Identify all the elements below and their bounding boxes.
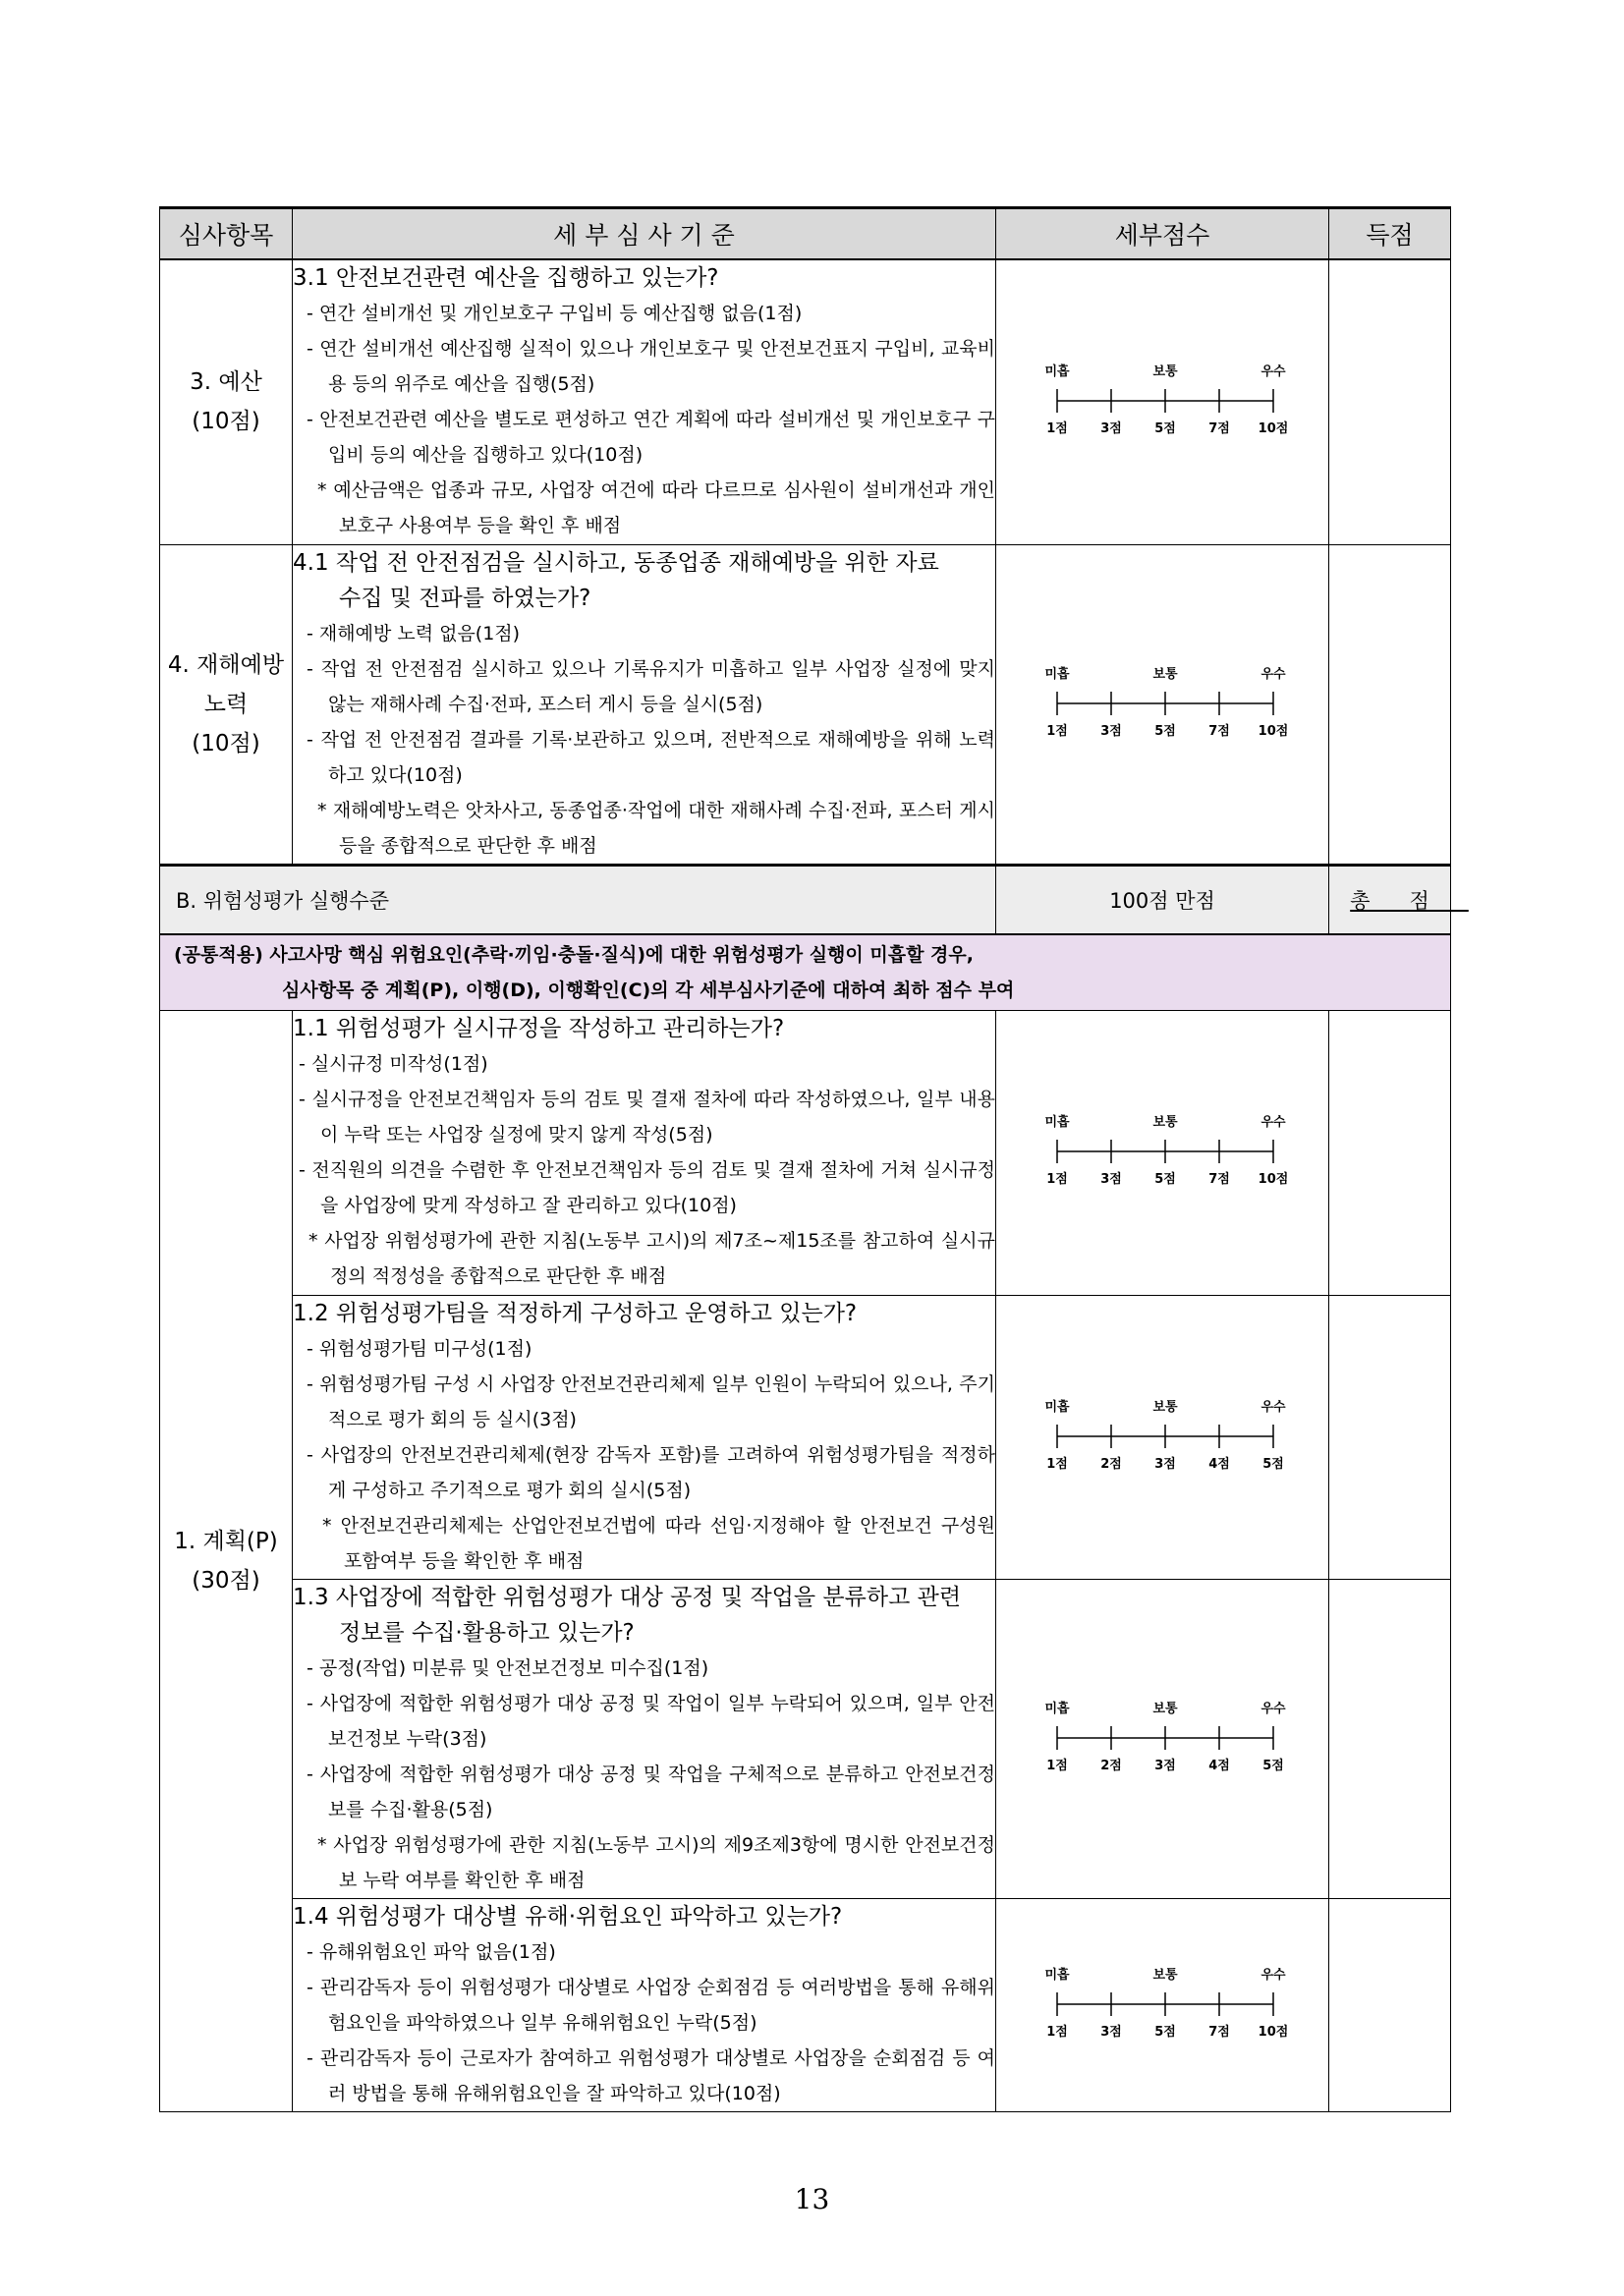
score-scale [1039, 362, 1289, 442]
criteria-item: - 위험성평가팀 미구성(1점) [307, 1337, 532, 1360]
criteria-cell [293, 1295, 996, 1579]
scale-label-mid: 보통 [1152, 364, 1178, 380]
total-label: 총점 [1350, 888, 1469, 913]
scale-score-label: 7점 [1208, 421, 1230, 437]
scale-label-mid: 보통 [1152, 1399, 1178, 1415]
criteria-item: - 작업 전 안전점검 결과를 기록·보관하고 있으며, 전반적으로 재해예방을 위해 노력하고 있다(10점) [307, 728, 995, 786]
scale-label-low: 미흡 [1044, 1701, 1070, 1716]
scale-label-low: 미흡 [1044, 1967, 1070, 1983]
criteria-item: - 관리감독자 등이 위험성평가 대상별로 사업장 순회점검 등 여러방법을 통해 유해위험요인을 파악하였으나 일부 유해위험요인 누락(5점) [307, 1976, 995, 2034]
criteria-note: * 예산금액은 업종과 규모, 사업장 여건에 따라 다르므로 심사원이 설비개선과 개인보호구 사용여부 등을 확인 후 배점 [317, 479, 995, 537]
criteria-note: * 재해예방노력은 앗차사고, 동종업종·작업에 대한 재해사례 수집·전파, 포스터 게시 등을 종합적으로 판단한 후 배점 [317, 799, 995, 857]
scale-score-label: 1점 [1046, 1456, 1068, 1472]
scale-score-label: 3점 [1154, 1456, 1176, 1472]
score-scale-cell [996, 1295, 1329, 1579]
criteria-note: * 안전보건관리체제는 산업안전보건법에 따라 선임·지정해야 할 안전보건 구성원 포함여부 등을 확인한 후 배점 [322, 1514, 995, 1572]
criteria-question: 4.1 작업 전 안전점검을 실시하고, 동종업종 재해예방을 위한 자료 [293, 549, 939, 576]
scale-score-label: 10점 [1258, 1172, 1289, 1187]
criteria-item: - 연간 설비개선 및 개인보호구 구입비 등 예산집행 없음(1점) [307, 303, 803, 325]
scale-score-label: 10점 [1258, 723, 1289, 739]
evaluation-table [159, 206, 1469, 2112]
scale-label-low: 미흡 [1044, 666, 1070, 682]
header-row [160, 208, 1451, 260]
category-points: (30점) [192, 1567, 260, 1594]
score-scale-cell [996, 1010, 1329, 1295]
scale-label-high: 우수 [1260, 364, 1286, 380]
scale-label-high: 우수 [1260, 666, 1286, 682]
scale-score-label: 5점 [1154, 2024, 1176, 2040]
scale-score-label: 1점 [1046, 2024, 1068, 2040]
score-scale-cell [996, 1898, 1329, 2111]
category-points: (10점) [192, 730, 260, 756]
criteria-cell [293, 1898, 996, 2111]
scale-score-label: 7점 [1208, 1172, 1230, 1187]
section-row [160, 259, 1451, 544]
criteria-item: - 연간 설비개선 예산집행 실적이 있으나 개인보호구 및 안전보건표지 구입비, 교육비용 등의 위주로 예산을 집행(5점) [307, 338, 995, 396]
criteria-item: - 유해위험요인 파악 없음(1점) [307, 1940, 556, 1963]
scale-score-label: 3점 [1100, 723, 1122, 739]
category-label: 노력 [203, 691, 249, 717]
criteria-item: - 위험성평가팀 구성 시 사업장 안전보건관리체제 일부 인원이 누락되어 있으나, 주기적으로 평가 회의 등 실시(3점) [307, 1372, 995, 1430]
scale-score-label: 10점 [1258, 421, 1289, 437]
criteria-question: 1.4 위험성평가 대상별 유해·위험요인 파악하고 있는가? [293, 1903, 843, 1930]
scale-label-high: 우수 [1260, 1701, 1286, 1716]
criteria-note: * 사업장 위험성평가에 관한 지침(노동부 고시)의 제7조~제15조를 참고하여 실시규정의 적정성을 종합적으로 판단한 후 배점 [308, 1230, 995, 1287]
section-b-title: B. 위험성평가 실행수준 [160, 865, 996, 934]
scale-score-label: 5점 [1262, 1758, 1284, 1773]
criteria-cell [293, 1579, 996, 1898]
scale-score-label: 3점 [1100, 1172, 1122, 1187]
criteria-question: 1.1 위험성평가 실시규정을 작성하고 관리하는가? [293, 1016, 785, 1041]
criteria-question: 3.1 안전보건관련 예산을 집행하고 있는가? [293, 265, 719, 292]
scale-label-low: 미흡 [1044, 364, 1070, 380]
scale-label-low: 미흡 [1044, 1399, 1070, 1415]
scale-score-label: 3점 [1154, 1758, 1176, 1773]
section-b-row [160, 865, 1451, 934]
criteria-item: - 관리감독자 등이 근로자가 참여하고 위험성평가 대상별로 사업장을 순회점검 등 여러 방법을 통해 유해위험요인을 잘 파악하고 있다(10점) [307, 2046, 995, 2104]
score-input-cell[interactable] [1329, 259, 1451, 544]
scale-score-label: 4점 [1208, 1456, 1230, 1472]
criteria-cell [293, 544, 996, 865]
common-note [160, 934, 1451, 1011]
score-scale [1039, 1112, 1289, 1193]
sub-row [160, 1295, 1451, 1579]
scale-score-label: 10점 [1258, 2024, 1289, 2040]
common-note-row [160, 934, 1451, 1011]
scale-label-high: 우수 [1260, 1399, 1286, 1415]
common-note-line: (공통적용) 사고사망 핵심 위험요인(추락·끼임·충돌·질식)에 대한 위험성평가 실행이 미흡할 경우, [174, 943, 974, 966]
criteria-item: - 전직원의 의견을 수렴한 후 안전보건책임자 등의 검토 및 결재 절차에 거쳐 실시규정을 사업장에 맞게 작성하고 잘 관리하고 있다(10점) [299, 1159, 995, 1216]
scale-label-high: 우수 [1260, 1115, 1286, 1130]
scale-label-mid: 보통 [1152, 666, 1178, 682]
category-cell [160, 544, 293, 865]
scale-score-label: 5점 [1154, 723, 1176, 739]
score-scale-cell [996, 1579, 1329, 1898]
criteria-item: - 사업장에 적합한 위험성평가 대상 공정 및 작업을 구체적으로 분류하고 안전보건정보를 수집·활용(5점) [307, 1763, 995, 1820]
scale-score-label: 4점 [1208, 1758, 1230, 1773]
criteria-item: - 사업장의 안전보건관리체제(현장 감독자 포함)를 고려하여 위험성평가팀을 적정하게 구성하고 주기적으로 평가 회의 실시(5점) [307, 1443, 995, 1501]
criteria-cell [293, 1010, 996, 1295]
scale-score-label: 2점 [1100, 1758, 1122, 1773]
scale-label-mid: 보통 [1152, 1115, 1178, 1130]
scale-label-mid: 보통 [1152, 1967, 1178, 1983]
score-input-cell[interactable] [1329, 1295, 1451, 1579]
scale-score-label: 7점 [1208, 2024, 1230, 2040]
sub-row [160, 1579, 1451, 1898]
scale-score-label: 3점 [1100, 2024, 1122, 2040]
criteria-note: * 사업장 위험성평가에 관한 지침(노동부 고시)의 제9조제3항에 명시한 안전보건정보 누락 여부를 확인한 후 배점 [317, 1833, 995, 1891]
category-label: 3. 예산 [190, 369, 262, 396]
criteria-item: - 작업 전 안전점검 실시하고 있으나 기록유지가 미흡하고 일부 사업장 실정에 맞지 않는 재해사례 수집·전파, 포스터 게시 등을 실시(5점) [307, 657, 995, 715]
section-b-points: 100점 만점 [996, 865, 1329, 934]
header-category: 심사항목 [160, 208, 293, 260]
scale-score-label: 1점 [1046, 1172, 1068, 1187]
score-scale [1039, 1965, 1289, 2045]
scale-score-label: 2점 [1100, 1456, 1122, 1472]
category-cell [160, 1010, 293, 2111]
criteria-item: - 공정(작업) 미분류 및 안전보건정보 미수집(1점) [307, 1656, 709, 1679]
score-scale-cell [996, 259, 1329, 544]
section-row [160, 544, 1451, 865]
sub-row [160, 1898, 1451, 2111]
category-points: (10점) [192, 409, 260, 435]
scale-label-high: 우수 [1260, 1967, 1286, 1983]
score-input-cell[interactable] [1329, 1579, 1451, 1898]
category-label: 4. 재해예방 [167, 651, 285, 678]
criteria-question: 1.2 위험성평가팀을 적정하게 구성하고 운영하고 있는가? [293, 1300, 858, 1326]
scale-score-label: 5점 [1154, 421, 1176, 437]
score-input-cell[interactable] [1329, 1898, 1451, 2111]
score-scale [1039, 664, 1289, 745]
category-label: 1. 계획(P) [174, 1528, 278, 1554]
criteria-item: - 실시규정을 안전보건책임자 등의 검토 및 결재 절차에 따라 작성하였으나, 일부 내용이 누락 또는 사업장 실정에 맞지 않게 작성(5점) [299, 1089, 995, 1146]
scale-score-label: 5점 [1154, 1172, 1176, 1187]
header-criteria: 세 부 심 사 기 준 [293, 208, 996, 260]
header-score: 득점 [1329, 208, 1451, 260]
score-input-cell[interactable] [1329, 544, 1451, 865]
criteria-question: 1.3 사업장에 적합한 위험성평가 대상 공정 및 작업을 분류하고 관련 [293, 1584, 962, 1610]
scale-score-label: 1점 [1046, 1758, 1068, 1773]
score-scale [1039, 1397, 1285, 1478]
criteria-cell [293, 259, 996, 544]
criteria-question-cont: 정보를 수집·활용하고 있는가? [339, 1619, 635, 1646]
scale-score-label: 3점 [1100, 421, 1122, 437]
score-input-cell[interactable] [1329, 1010, 1451, 1295]
category-cell [160, 259, 293, 544]
scale-score-label: 1점 [1046, 421, 1068, 437]
scale-score-label: 7점 [1208, 723, 1230, 739]
common-note-line: 심사항목 중 계획(P), 이행(D), 이행확인(C)의 각 세부심사기준에 대하여 최하 점수 부여 [282, 979, 1015, 1001]
criteria-item: - 안전보건관련 예산을 별도로 편성하고 연간 계획에 따라 설비개선 및 개인보호구 구입비 등의 예산을 집행하고 있다(10점) [307, 409, 995, 467]
criteria-item: - 사업장에 적합한 위험성평가 대상 공정 및 작업이 일부 누락되어 있으며, 일부 안전보건정보 누락(3점) [307, 1692, 995, 1750]
header-detail-score: 세부점수 [996, 208, 1329, 260]
criteria-question-cont: 수집 및 전파를 하였는가? [339, 585, 591, 611]
criteria-item: - 재해예방 노력 없음(1점) [307, 622, 521, 644]
section-b-total [1329, 865, 1469, 934]
scale-score-label: 1점 [1046, 723, 1068, 739]
scale-label-mid: 보통 [1152, 1701, 1178, 1716]
score-scale-cell [996, 544, 1329, 865]
criteria-item: - 실시규정 미작성(1점) [299, 1053, 488, 1075]
sub-row [160, 1010, 1451, 1295]
page-number: 13 [794, 2183, 830, 2215]
score-scale [1039, 1699, 1285, 1779]
scale-label-low: 미흡 [1044, 1115, 1070, 1130]
scale-score-label: 5점 [1262, 1456, 1284, 1472]
